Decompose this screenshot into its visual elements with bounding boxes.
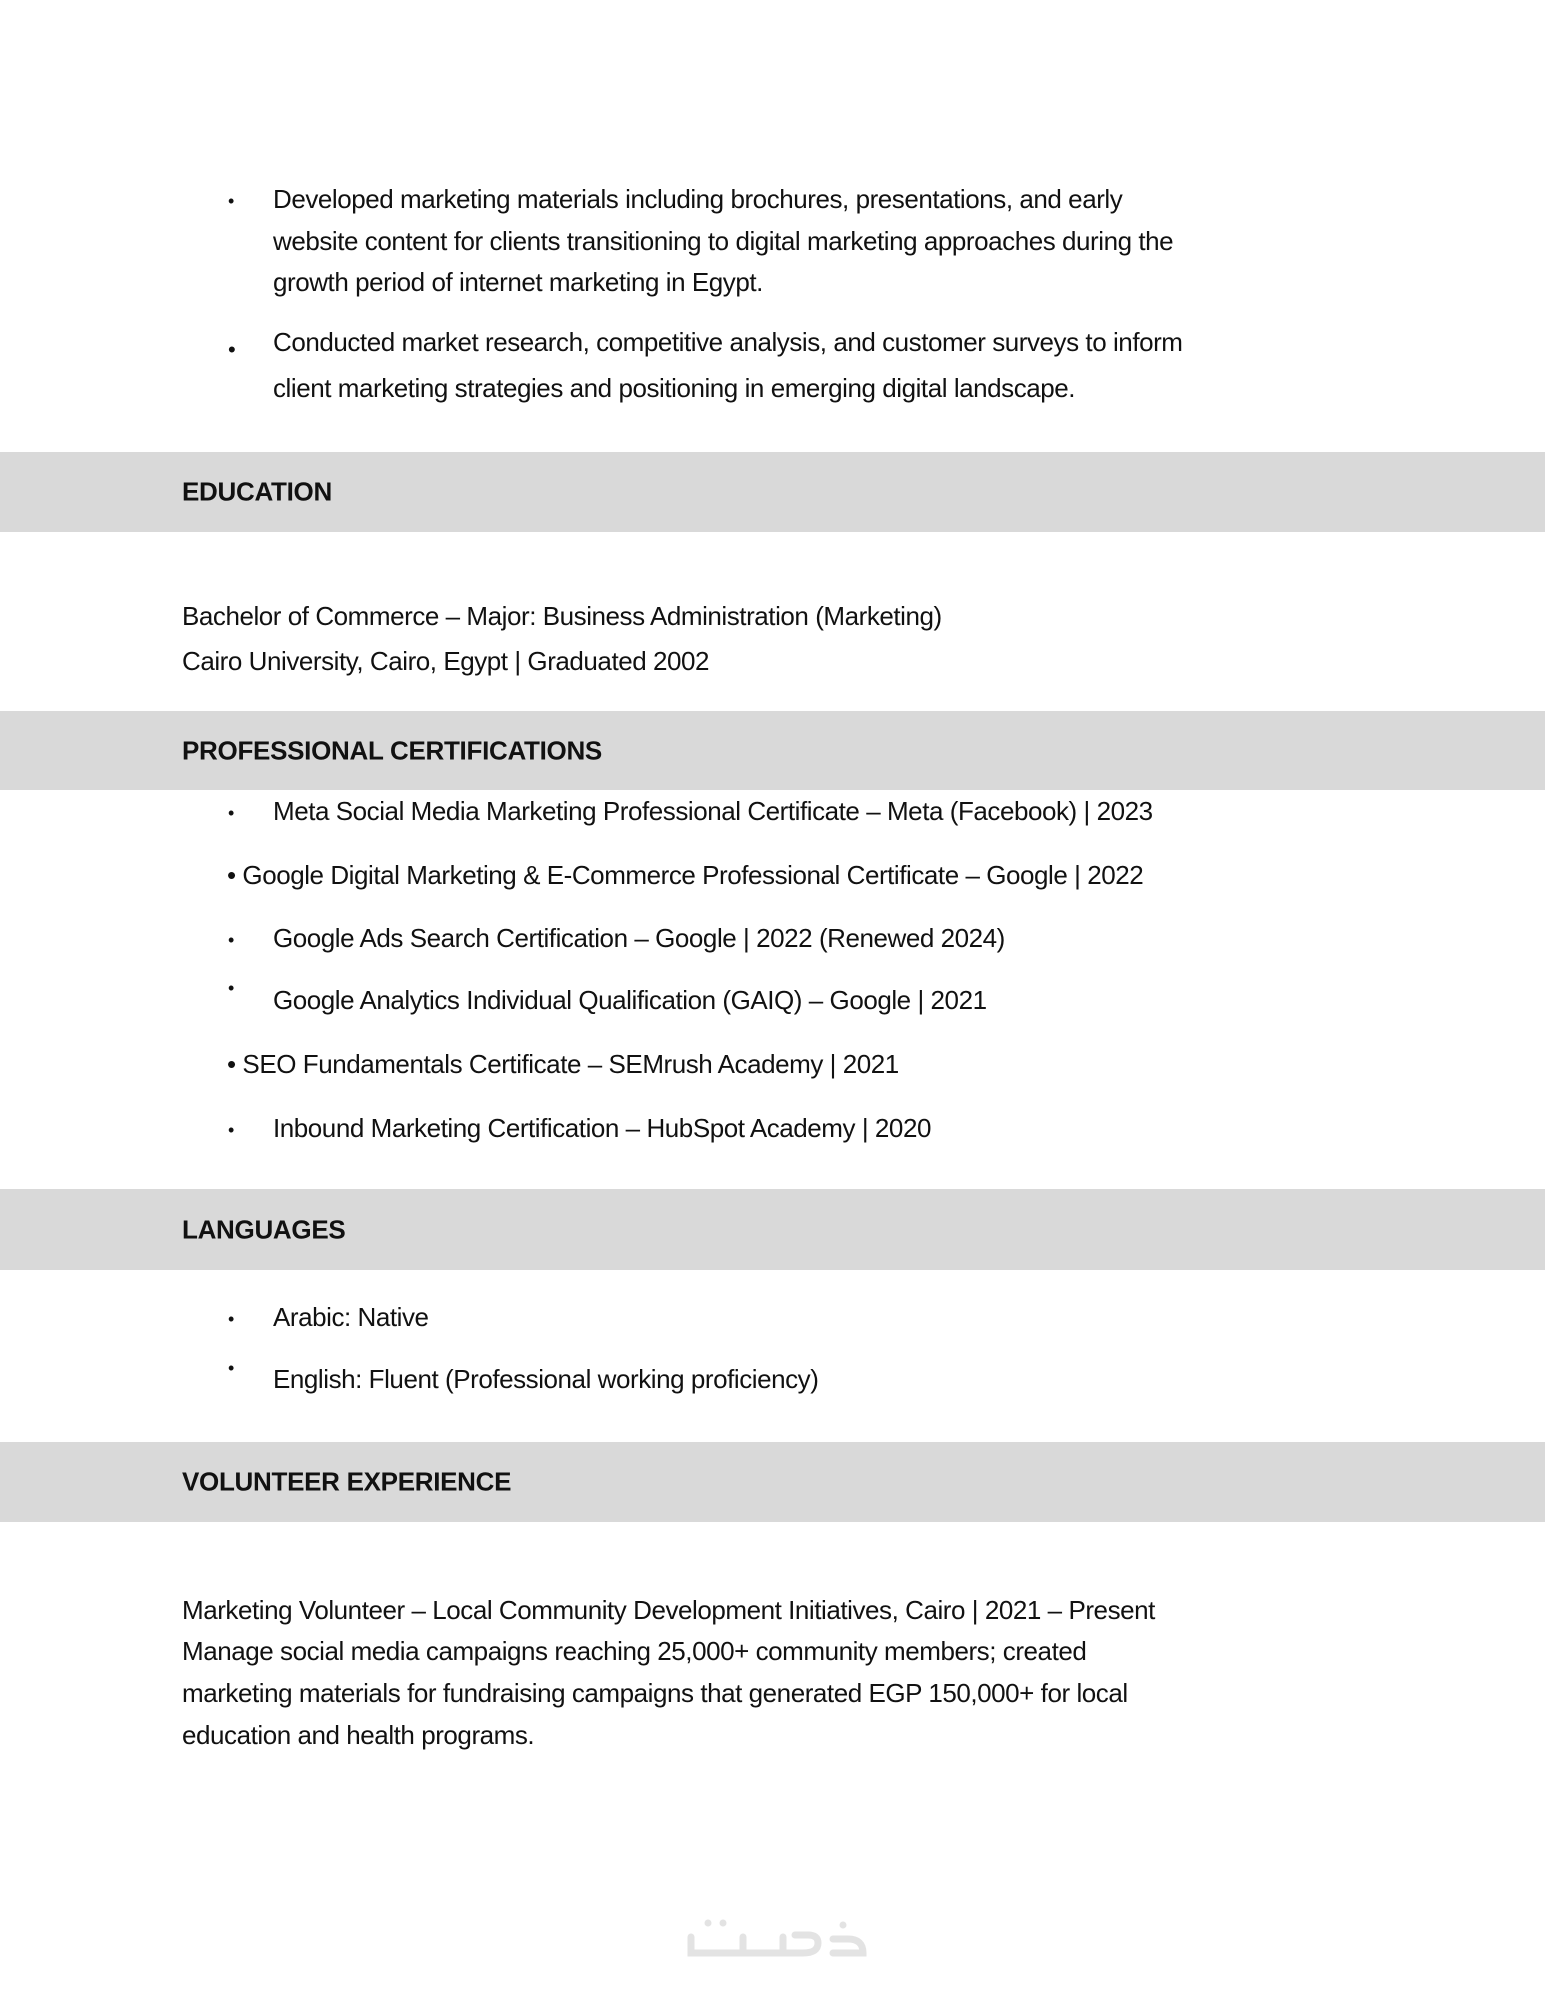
section-title: VOLUNTEER EXPERIENCE xyxy=(182,1466,512,1497)
certification-item: Google Ads Search Certification – Google | 2022 (Renewed 2024) xyxy=(273,923,1005,953)
bullet-icon: • xyxy=(228,337,236,362)
section-title: PROFESSIONAL CERTIFICATIONS xyxy=(182,735,602,765)
education-degree: Bachelor of Commerce – Major: Business Administration (Marketing) xyxy=(182,601,942,631)
experience-bullet-line: website content for clients transitioning to digital marketing approaches during the xyxy=(273,226,1174,256)
volunteer-line: education and health programs. xyxy=(182,1720,535,1750)
bullet-icon: • xyxy=(228,191,235,211)
bullet-icon: • xyxy=(228,803,235,823)
certification-item: • Google Digital Marketing & E-Commerce Professional Certificate – Google | 2022 xyxy=(227,860,1144,890)
section-header-certifications xyxy=(0,711,1545,790)
education-school: Cairo University, Cairo, Egypt | Graduated 2002 xyxy=(182,646,710,676)
certification-item: Google Analytics Individual Qualification (GAIQ) – Google | 2021 xyxy=(273,985,987,1015)
section-header-languages xyxy=(0,1189,1545,1270)
volunteer-line: Marketing Volunteer – Local Community Development Initiatives, Cairo | 2021 – Present xyxy=(182,1595,1155,1625)
volunteer-line: marketing materials for fundraising campaigns that generated EGP 150,000+ for local xyxy=(182,1678,1128,1708)
experience-bullet-line: Conducted market research, competitive analysis, and customer surveys to inform xyxy=(273,327,1183,357)
volunteer-line: Manage social media campaigns reaching 25,000+ community members; created xyxy=(182,1636,1087,1666)
bullet-icon: • xyxy=(228,1309,235,1329)
certification-item: • SEO Fundamentals Certificate – SEMrush Academy | 2021 xyxy=(227,1049,899,1079)
experience-bullet-line: client marketing strategies and positioning in emerging digital landscape. xyxy=(273,373,1076,403)
section-header-volunteer xyxy=(0,1442,1545,1522)
section-title: EDUCATION xyxy=(182,476,332,507)
bullet-icon: • xyxy=(228,1120,235,1140)
watermark-logo xyxy=(683,1915,868,1965)
bullet-icon: • xyxy=(228,1358,235,1378)
experience-bullet-line: Developed marketing materials including brochures, presentations, and early xyxy=(273,184,1123,214)
language-item: Arabic: Native xyxy=(273,1302,429,1332)
language-item: English: Fluent (Professional working proficiency) xyxy=(273,1364,819,1394)
certification-item: Inbound Marketing Certification – HubSpot Academy | 2020 xyxy=(273,1113,931,1143)
bullet-icon: • xyxy=(228,930,235,950)
experience-bullet-line: growth period of internet marketing in Egypt. xyxy=(273,267,763,297)
certification-item: Meta Social Media Marketing Professional Certificate – Meta (Facebook) | 2023 xyxy=(273,796,1153,826)
section-header-education xyxy=(0,452,1545,532)
bullet-icon: • xyxy=(228,978,235,998)
section-title: LANGUAGES xyxy=(182,1214,346,1244)
